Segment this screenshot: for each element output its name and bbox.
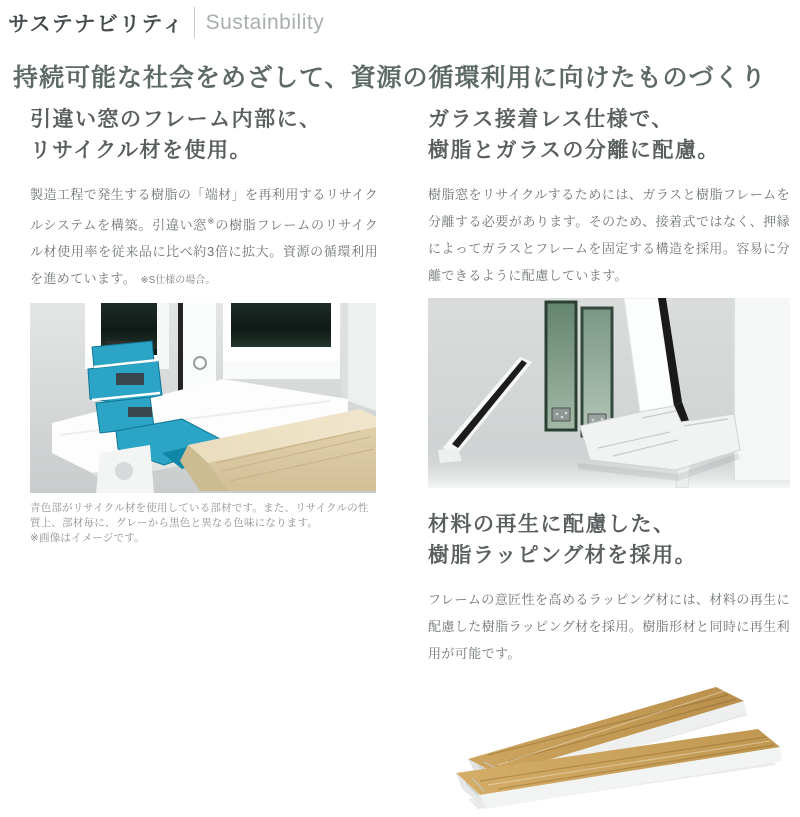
window-sill-cross-section-graphic	[30, 303, 376, 493]
wrapping-heading	[428, 509, 790, 571]
wrapping-body: フレームの意匠性を高めるラッピング材には、材料の再生に配慮した樹脂ラッピング材を採用。樹脂形材と同時に再生利用が可能です。	[428, 592, 790, 661]
glassless-heading	[428, 104, 790, 166]
glass-separation-image	[428, 298, 790, 488]
recycle-body-note: ※S仕様の場合。	[140, 275, 216, 287]
recycle-body-text2: の樹脂フレームのリサイクル材使用率を従来品に比べ約3倍に拡大。資源の循環利用を進めています。	[30, 217, 378, 287]
recycled-frame-image	[30, 303, 378, 493]
recycle-heading	[30, 104, 378, 166]
recycle-caption	[30, 501, 378, 546]
recycle-heading-line1: 引違い窓のフレーム内部に、	[30, 108, 322, 131]
section-recycled-material	[30, 104, 378, 546]
glass-frame-exploded-graphic	[428, 298, 790, 488]
wood-wrapping-profiles-graphic	[428, 667, 790, 817]
wall-corner	[342, 303, 376, 411]
glassless-heading-line1: ガラス接着レス仕様で、	[428, 108, 674, 131]
wrapping-material-image	[428, 667, 790, 817]
header-title-en: Sustainbility	[205, 10, 325, 34]
recycle-heading-line2: リサイクル材を使用。	[30, 139, 253, 162]
glassless-heading-line2: 樹脂とガラスの分離に配慮。	[428, 139, 720, 162]
reference-mark: ※	[207, 216, 216, 226]
recycle-caption-text: 青色部がリサイクル材を使用している部材です。また、リサイクルの性質上、部材毎に、グレーから黒色と異なる色味になります。	[30, 502, 369, 530]
header-title-ja: サステナビリティ	[8, 12, 185, 36]
site-header	[8, 7, 324, 38]
recycle-caption-note: ※画像はイメージです。	[30, 532, 145, 545]
wrapping-heading-line1: 材料の再生に配慮した、	[428, 513, 676, 536]
header-divider	[194, 7, 195, 38]
recycle-body	[30, 181, 378, 294]
right-sash	[223, 303, 340, 379]
section-glass-separation	[428, 104, 790, 817]
wrapping-heading-line2: 樹脂ラッピング材を採用。	[428, 544, 698, 567]
recycle-body-text1: 製造工程で発生する樹脂の「端材」を再利用するリサイクルシステムを構築。引違い窓	[30, 187, 378, 233]
glassless-body: 樹脂窓をリサイクルするためには、ガラスと樹脂フレームを分離する必要があります。そのため、接着式ではなく、押縁によってガラスとフレームを固定する構造を採用。容易に分離できるように配慮しています。	[428, 187, 790, 283]
page-title: 持続可能な社会をめざして、資源の循環利用に向けたものづくり	[13, 63, 767, 92]
